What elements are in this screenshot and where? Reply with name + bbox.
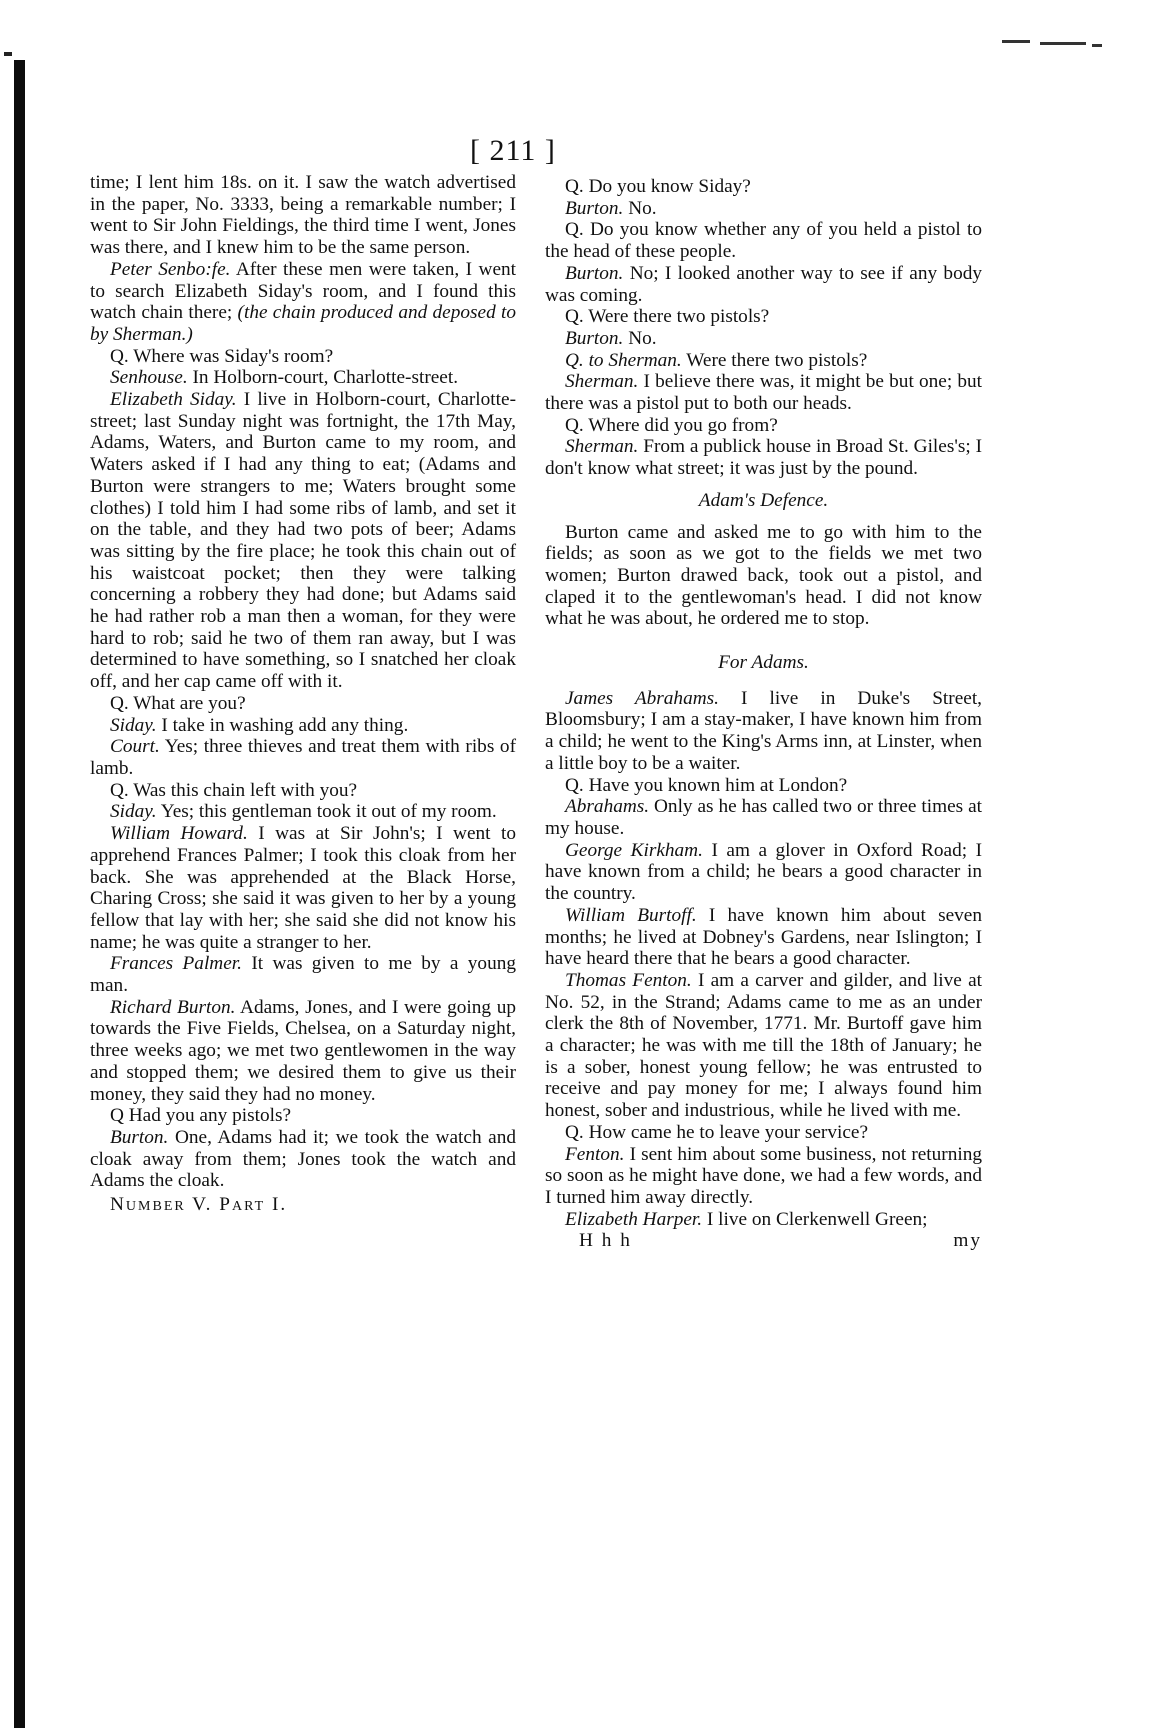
paragraph xyxy=(545,328,982,350)
paragraph xyxy=(545,415,982,437)
paragraph-text: I was at Sir John's; I went to apprehend Frances Palmer; I took this cloak from her back. She was apprehended at the Black Horse, Charing Cross; she said it was given to her by a young fellow that lay with her; she said she did not know his name; he was quite a stranger to her. xyxy=(90,823,517,953)
defence-paragraph: Burton came and asked me to go with him to the fields; as soon as we got to the fields we met two women; Burton drawed back, took out a pistol, and claped it to the gentlewoman's head. I did not know what he was about, he ordered me to stop. xyxy=(545,521,982,630)
heading-for-adams: For Adams. xyxy=(718,652,809,674)
paragraph xyxy=(90,259,516,346)
paragraph xyxy=(90,1105,516,1127)
page-footer-number: Number V. Part I. xyxy=(110,1194,288,1216)
paragraph-text: Q. How came he to leave your service? xyxy=(565,1121,869,1143)
paragraph-text: One, Adams had it; we took the watch and cloak away from them; Jones took the watch and Adams the cloak. xyxy=(90,1126,516,1192)
paragraph xyxy=(545,436,982,479)
speaker-name: Court. xyxy=(110,736,160,758)
paragraph xyxy=(90,693,516,715)
edge-tick xyxy=(4,52,12,56)
right-column-part-2 xyxy=(545,688,982,1231)
paragraph xyxy=(90,1127,516,1192)
paragraph xyxy=(545,840,982,905)
paragraph-text: Q. Have you known him at London? xyxy=(565,774,848,796)
speaker-name: William Howard. xyxy=(110,823,248,845)
paragraph-text: Q. Where was Siday's room? xyxy=(110,345,334,367)
paragraph xyxy=(90,953,516,996)
paragraph-text: I have known him about seven months; he lived at Dobney's Gardens, near Islington; I have heard there that he bears a good character. xyxy=(545,904,983,970)
speaker-name: Richard Burton. xyxy=(110,996,236,1018)
paragraph xyxy=(90,715,516,737)
binding-edge xyxy=(14,60,25,1728)
speaker-name: Peter Senbo:fe. xyxy=(110,258,231,280)
paragraph xyxy=(545,371,982,414)
paragraph-text: I am a glover in Oxford Road; I have known from a child; he bears a good character in the country. xyxy=(545,839,982,905)
speaker-name: James Abrahams. xyxy=(565,687,719,709)
paragraph-text: I live on Clerkenwell Green; xyxy=(702,1208,928,1230)
signature-mark: H h h xyxy=(579,1230,632,1252)
paragraph xyxy=(90,780,516,802)
paragraph-text: I live in Holborn-court, Charlotte-street; last Sunday night was fortnight, the 17th May, Adams, Waters, and Burton came to my room, and Waters asked if I had any thing to eat; (Adams and Burton were strangers to me; Waters brought some clothes) I told him I had some ribs of lamb, and set it on the table, and they had two pots of beer; Adams was sitting by the fire place; he took this chain out of his waistcoat pocket; then they were talking concerning a robbery they had done; but Adams said he had rather rob a man then a woman, for they were hard to rob; said he two of them ran away, but I was determined to have something, so I snatched her cloak off, and her cap came off with it. xyxy=(90,389,516,693)
print-mark xyxy=(1040,42,1086,45)
paragraph-text: I sent him about some business, not returning so soon as he might have done, we had a few words, and I turned him away directly. xyxy=(545,1143,982,1208)
paragraph-text: time; I lent him 18s. on it. I saw the watch advertised in the paper, No. 3333, being a remarkable number; I went to Sir John Fieldings, the third time I went, Jones was there, and I knew him to be the same person. xyxy=(90,172,516,259)
speaker-name: George Kirkham. xyxy=(565,839,703,861)
paragraph-text: Q. Do you know Siday? xyxy=(565,176,751,197)
paragraph xyxy=(545,905,982,970)
catchword: my xyxy=(953,1230,982,1252)
paragraph-text: Yes; this gentleman took it out of my room. xyxy=(156,801,497,823)
speaker-name: William Burtoff. xyxy=(565,904,697,926)
speaker-name: Frances Palmer. xyxy=(110,953,242,975)
speaker-name: Fenton. xyxy=(565,1143,625,1165)
paragraph-text: In Holborn-court, Charlotte-street. xyxy=(187,367,459,389)
paragraph-text: Q. Where did you go from? xyxy=(565,414,778,436)
speaker-name: Thomas Fenton. xyxy=(565,969,692,991)
paragraph-text: Q Had you any pistols? xyxy=(110,1105,292,1127)
paragraph-text: No. xyxy=(623,197,657,219)
paragraph-text: Only as he has called two or three times at my house. xyxy=(545,796,982,839)
speaker-name: Siday. xyxy=(110,714,157,736)
speaker-name: Burton. xyxy=(565,262,624,284)
speaker-name: Burton. xyxy=(110,1126,169,1148)
paragraph xyxy=(90,823,516,953)
paragraph-text: Adams, Jones, and I were going up towards the Five Fields, Chelsea, on a Saturday night, three weeks ago; we met two gentlewomen in the way and stopped them; we desired them to give us their money, they said they had no money. xyxy=(90,996,516,1105)
paragraph xyxy=(545,775,982,797)
paragraph xyxy=(545,1144,982,1209)
paragraph xyxy=(545,796,982,839)
right-column xyxy=(545,176,982,1252)
speaker-name: Sherman. xyxy=(565,371,639,393)
paragraph-text: After these men were taken, I went to search Elizabeth Siday's room, and I found this watch chain there; xyxy=(90,258,516,324)
heading-defence: Adam's Defence. xyxy=(698,489,829,511)
speaker-name: Elizabeth Harper. xyxy=(565,1208,703,1230)
paragraph xyxy=(545,198,982,220)
speaker-name: Burton. xyxy=(565,197,624,219)
stage-direction: (the chain produced and deposed to by Sherman.) xyxy=(90,302,516,345)
print-mark xyxy=(1002,40,1030,43)
paragraph xyxy=(545,688,982,775)
paragraph xyxy=(90,346,516,368)
paragraph xyxy=(545,1122,982,1144)
paragraph xyxy=(545,219,982,262)
paragraph xyxy=(90,801,516,823)
speaker-name: Q. to Sherman. xyxy=(565,349,682,371)
right-column-part-1 xyxy=(545,176,982,480)
paragraph xyxy=(545,176,982,198)
left-column xyxy=(90,172,516,1216)
speaker-name: Sherman. xyxy=(565,436,639,458)
paragraph xyxy=(90,367,516,389)
paragraph xyxy=(90,389,516,693)
paragraph-text: No. xyxy=(623,327,657,349)
speaker-name: Senhouse. xyxy=(110,367,188,389)
paragraph-text: I am a carver and gilder, and live at No. 52, in the Strand; Adams came to me as an under clerk the 8th of November, 1771. Mr. Burtoff gave him a character; he was with me till the 18th of January; he is a sober, honest young fellow; he was entrusted to receive and pay money for me; I always found him honest, sober and industrious, while he lived with me. xyxy=(545,969,982,1122)
paragraph-text: Q. Was this chain left with you? xyxy=(110,779,358,801)
paragraph-text: Q. What are you? xyxy=(110,692,246,714)
paragraph xyxy=(545,263,982,306)
paragraph-text: Were there two pistols? xyxy=(681,349,868,371)
page-number-header: [ 211 ] xyxy=(470,134,556,167)
speaker-name: Abrahams. xyxy=(565,796,650,818)
paragraph-text: I take in washing add any thing. xyxy=(156,714,409,736)
paragraph xyxy=(545,306,982,328)
paragraph-text: From a publick house in Broad St. Giles's; I don't know what street; it was just by the pound. xyxy=(545,436,982,480)
speaker-name: Elizabeth Siday. xyxy=(110,389,237,411)
speaker-name: Burton. xyxy=(565,327,624,349)
paragraph-text: Yes; three thieves and treat them with ribs of lamb. xyxy=(90,736,516,779)
paragraph xyxy=(90,736,516,779)
paragraph-text: I believe there was, it might be but one; but there was a pistol put to both our heads. xyxy=(545,371,982,415)
paragraph-text: Q. Were there two pistols? xyxy=(565,306,770,328)
paragraph-text: Q. Do you know whether any of you held a pistol to the head of these people. xyxy=(545,219,982,263)
paragraph xyxy=(90,172,516,259)
speaker-name: Siday. xyxy=(110,801,157,823)
paragraph xyxy=(545,970,982,1122)
print-mark xyxy=(1092,44,1102,47)
paragraph xyxy=(90,997,516,1106)
paragraph-text: No; I looked another way to see if any body was coming. xyxy=(545,262,982,306)
page-footer-signature xyxy=(545,1230,982,1252)
paragraph-text: It was given to me by a young man. xyxy=(90,953,516,997)
paragraph xyxy=(545,350,982,372)
paragraph-text: I live in Duke's Street, Bloomsbury; I am a stay-maker, I have known him from a child; he went to the King's Arms inn, at Linster, when a little boy to be a waiter. xyxy=(545,687,983,774)
paragraph xyxy=(545,1209,982,1231)
